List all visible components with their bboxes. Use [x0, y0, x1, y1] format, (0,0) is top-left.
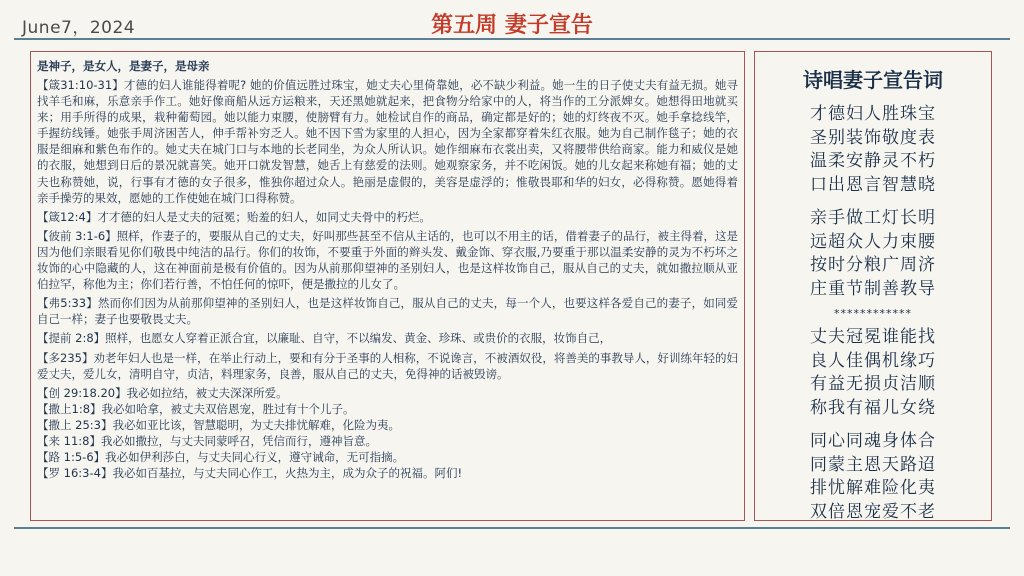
scripture-proverbs-31: 【箴31:10-31】才德的妇人谁能得着呢? 她的价值远胜过珠宝，她丈夫心里倚靠她，必不缺少利益。她一生的日子使丈夫有益无损。她寻找羊毛和麻，乐意亲手作工。她好像商船从远方运粮来，天还黑她就起来，把食物分给家中的人，将当作的工分派婢女。她想得田地就买来；用手所得的成果，栽种葡萄园。她以能力束腰，使膀臂有力。她检试自作的商品，确定都是好的；她的灯终夜不灭。她手拿捻线竿，手握纺线锤。她张手周济困苦人，伸手帮补穷乏人。她不因下雪为家里的人担心，因为全家都穿着朱红衣服。她为自己制作毯子；她的衣服是细麻和紫色布作的。她丈夫在城门口与本地的长老同坐，为众人所认识。她作细麻布衣裳出卖，又将腰带供给商家。能力和威仪是她的衣服，她想到日后的景况就喜笑。她开口就发智慧，她舌上有慈爱的法则。她观察家务，并不吃闲饭。她的儿女起来称她有福；她的丈夫也称赞她，说，行事有才德的女子很多，惟独你超过众人。艳丽是虚假的，美容是虚浮的；惟敬畏耶和华的妇女，必得称赞。愿她得着亲手操劳的果效，愿她的工作使她在城门口得称赞。 — [37, 78, 738, 205]
poem-panel — [754, 51, 992, 521]
scripture-heading: 是神子，是女人，是妻子，是母亲 — [37, 59, 210, 73]
page-title: 第五周 妻子宣告 — [431, 13, 593, 38]
poem-stanza-4 — [755, 430, 991, 521]
date-label: June7，2024 — [22, 18, 136, 38]
poem-stanza-3 — [755, 326, 991, 420]
poem-line: 双倍恩宠爱不老 — [810, 501, 936, 521]
poem-line: 同心同魂身体合 — [810, 431, 936, 451]
poem-line: 远超众人力束腰 — [810, 231, 936, 252]
poem-line: 口出恩言智慧晓 — [810, 174, 936, 195]
poem-stanza-1 — [755, 103, 991, 197]
scripture-proverbs-12: 【箴12:4】才才德的妇人是丈夫的冠冕；贻羞的妇人，如同丈夫骨中的朽烂。 — [37, 209, 431, 224]
poem-stanza-2 — [755, 207, 991, 301]
declaration-elizabeth: 【路 1:5-6】我必如伊利莎白，与丈夫同心行义，遵守诫命，无可指摘。 — [37, 450, 405, 465]
scripture-1timothy-2: 【提前 2:8】照样，也愿女人穿着正派合宜，以廉耻、自守，不以编发、黄金、珍珠、或贵价的衣服，妆饰自己， — [37, 331, 612, 346]
poem-line: 圣别装饰敬度表 — [810, 127, 936, 148]
scripture-1peter-3: 【彼前 3:1-6】照样，作妻子的，要服从自己的丈夫，好叫那些甚至不信从主话的，也可以不用主的话，借着妻子的品行，被主得着，这是因为他们亲眼看见你们敬畏中纯洁的品行。你们的妆饰，不要重于外面的辫头发、戴金饰、穿衣服,乃要重于那以温柔安静的灵为不朽坏之妆饰的心中隐藏的人，这在神面前是极有价值的。因为从前那仰望神的圣别妇人，也是这样妆饰自己，服从自己的丈夫，就如撒拉顺从亚伯拉罕，称他为主；你们若行善，不怕任何的惊吓，便是撒拉的儿女了。 — [37, 228, 738, 292]
poem-line: 同蒙主恩天路迢 — [810, 454, 936, 475]
declaration-abigail: 【撒上 25:3】我必如亚比该，智慧聪明，为丈夫排忧解难，化险为夷。 — [37, 417, 400, 432]
poem-separator: ************ — [834, 307, 912, 320]
scripture-panel — [30, 51, 745, 521]
poem-line: 良人佳偶机缘巧 — [810, 350, 936, 371]
poem-title: 诗唱妻子宣告词 — [803, 68, 943, 92]
scripture-titus-2: 【多235】劝老年妇人也是一样，在举止行动上，要和有分于圣事的人相称，不说谗言，不被酒奴役，将善美的事教导人，好训练年轻的妇爱丈夫，爱儿女，清明自守，贞洁，料理家务，良善，服从自己的丈夫，免得神的话被毁谤。 — [37, 350, 738, 381]
poem-line: 才德妇人胜珠宝 — [810, 104, 936, 124]
declaration-hannah: 【撒上1:8】我必如哈拿，被丈夫双倍恩宠，胜过有十个儿子。 — [37, 401, 355, 416]
poem-line: 庄重节制善教导 — [810, 278, 936, 299]
declaration-sarah: 【来 11:8】我必如撒拉，与丈夫同蒙呼召，凭信而行，遵神旨意。 — [37, 433, 377, 448]
poem-line: 称我有福儿女绕 — [810, 397, 936, 418]
poem-line: 温柔安静灵不朽 — [810, 151, 936, 171]
top-divider — [14, 38, 1010, 40]
bottom-divider — [14, 527, 1010, 529]
declaration-rachel: 【创 29:18.20】我必如拉结，被丈夫深深所爱。 — [37, 385, 288, 400]
declaration-priscilla: 【罗 16:3-4】我必如百基拉，与丈夫同心作工，火热为主，成为众子的祝福。阿们! — [37, 466, 463, 481]
poem-line: 丈夫冠冕谁能找 — [810, 327, 936, 347]
poem-line: 亲手做工灯长明 — [810, 208, 936, 228]
poem-line: 有益无损贞洁顺 — [810, 374, 936, 394]
poem-line: 排忧解难险化夷 — [810, 478, 936, 498]
poem-line: 按时分粮广周济 — [810, 255, 936, 275]
scripture-ephesians-5: 【弗5:33】然而你们因为从前那仰望神的圣别妇人，也是这样妆饰自己，服从自己的丈夫，每一个人，也要这样各爱自己的妻子，如同爱自己一样；妻子也要敬畏丈夫。 — [37, 296, 738, 327]
